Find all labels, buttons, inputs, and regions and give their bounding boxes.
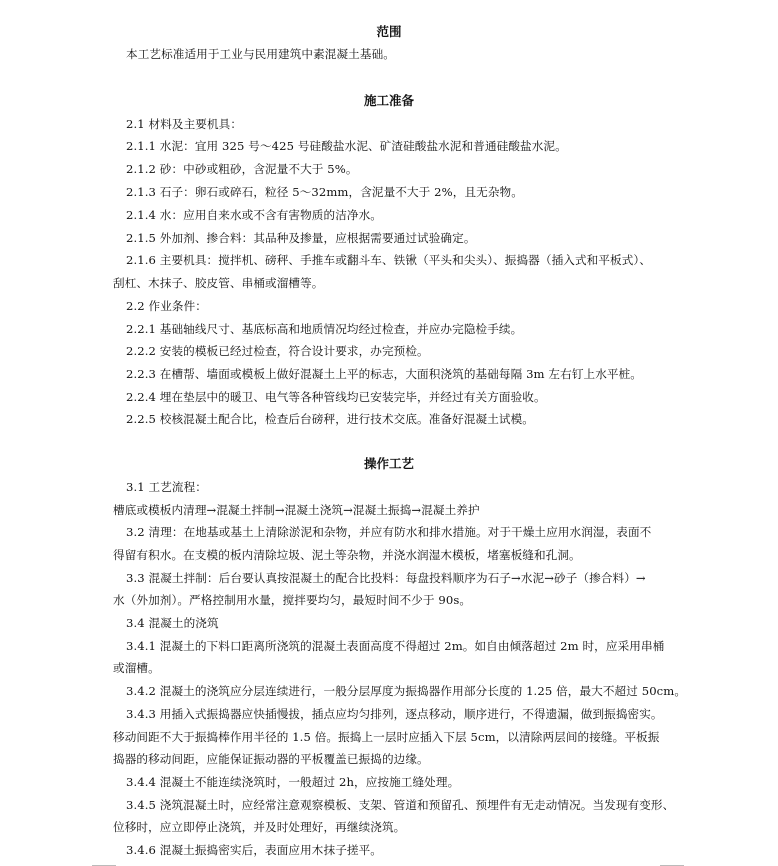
paragraph-line: 水（外加剂）。严格控制用水量，搅拌要均匀，最短时间不少于 90s。: [113, 593, 472, 607]
paragraph-line: 3.2 清理：在地基或基土上清除淤泥和杂物，并应有防水和排水措施。对于干燥土应用水润湿，表面不: [126, 525, 652, 539]
paragraph-line: 2.1.3 石子：卵石或碎石，粒径 5～32mm，含泥量不大于 2%，且无杂物。: [126, 185, 523, 199]
paragraph-line: 2.1.6 主要机具：搅拌机、磅秤、手推车或翻斗车、铁锹（平头和尖头）、振捣器（插入式和平板式）、: [126, 253, 652, 267]
paragraph-line: 位移时，应立即停止浇筑，并及时处理好，再继续浇筑。: [113, 820, 406, 834]
paragraph-line: 3.4.2 混凝土的浇筑应分层连续进行，一般分层厚度为振捣器作用部分长度的 1.25 倍，最大不超过 50cm。: [126, 684, 687, 698]
paragraph-line: 2.1.4 水：应用自来水或不含有害物质的洁净水。: [126, 208, 382, 222]
paragraph-line: 刮杠、木抹子、胶皮管、串桶或溜槽等。: [113, 276, 324, 290]
paragraph-line: 捣器的移动间距，应能保证振动器的平板覆盖已振捣的边缘。: [113, 752, 429, 766]
paragraph-line: 3.4.6 混凝土振捣密实后，表面应用木抹子搓平。: [126, 843, 382, 857]
paragraph-line: 3.4.3 用插入式振捣器应快插慢拔，插点应均匀排列，逐点移动，顺序进行，不得遗漏，做到振捣密实。: [126, 707, 663, 721]
paragraph-line: 移动间距不大于振捣棒作用半径的 1.5 倍。振捣上一层时应插入下层 5cm，以清除两层间的接缝。平板振: [113, 730, 660, 744]
paragraph-line: 2.2.5 校核混凝土配合比，检查后台磅秤，进行技术交底。准备好混凝土试模。: [126, 412, 534, 426]
paragraph-line: 2.1.1 水泥：宜用 325 号～425 号硅酸盐水泥、矿渣硅酸盐水泥和普通硅酸盐水泥。: [126, 139, 567, 153]
section-title-scope: 范围: [376, 24, 402, 39]
paragraph-line: 2.2.1 基础轴线尺寸、基底标高和地质情况均经过检查，并应办完隐检手续。: [126, 322, 523, 336]
paragraph-line: 2.2.3 在槽帮、墙面或模板上做好混凝土上平的标志，大面积浇筑的基础每隔 3m 左右钉上水平桩。: [126, 367, 642, 381]
paragraph-line: 3.1 工艺流程：: [126, 480, 207, 494]
paragraph-line: 3.4.5 浇筑混凝土时，应经常注意观察模板、支架、管道和预留孔、预埋件有无走动情况。当发现有变形、: [126, 798, 675, 812]
paragraph-line: 3.4.4 混凝土不能连续浇筑时，一般超过 2h，应按施工缝处理。: [126, 775, 460, 789]
paragraph-line: 2.2.2 安装的模板已经过检查，符合设计要求，办完预检。: [126, 344, 429, 358]
paragraph-line: 槽底或模板内清理→混凝土拌制→混凝土浇筑→混凝土振捣→混凝土养护: [113, 503, 480, 517]
paragraph-line: 3.4 混凝土的浇筑: [126, 616, 219, 630]
paragraph-line: 3.3 混凝土拌制：后台要认真按混凝土的配合比投料：每盘投料顺序为石子→水泥→砂子（掺合料）→: [126, 571, 646, 585]
paragraph-line: 2.1.5 外加剂、掺合料：其品种及掺量，应根据需要通过试验确定。: [126, 231, 476, 245]
paragraph-line: 2.1 材料及主要机具：: [126, 117, 243, 131]
paragraph-line: 2.2 作业条件：: [126, 299, 207, 313]
paragraph-line: 3.4.1 混凝土的下料口距离所浇筑的混凝土表面高度不得超过 2m。如自由倾落超过 2m 时，应采用串桶: [126, 639, 665, 653]
paragraph-line: 得留有积水。在支模的板内清除垃圾、泥土等杂物，并浇水润湿木模板，堵塞板缝和孔洞。: [113, 548, 581, 562]
paragraph-line: 2.2.4 埋在垫层中的暖卫、电气等各种管线均已安装完毕，并经过有关方面验收。: [126, 390, 546, 404]
paragraph-line: 或溜槽。: [113, 661, 160, 675]
paragraph-line: 2.1.2 砂：中砂或粗砂，含泥量不大于 5%。: [126, 162, 358, 176]
paragraph-line: 本工艺标准适用于工业与民用建筑中素混凝土基础。: [126, 47, 395, 61]
section-title-preparation: 施工准备: [363, 93, 414, 108]
section-title-process: 操作工艺: [363, 456, 414, 471]
